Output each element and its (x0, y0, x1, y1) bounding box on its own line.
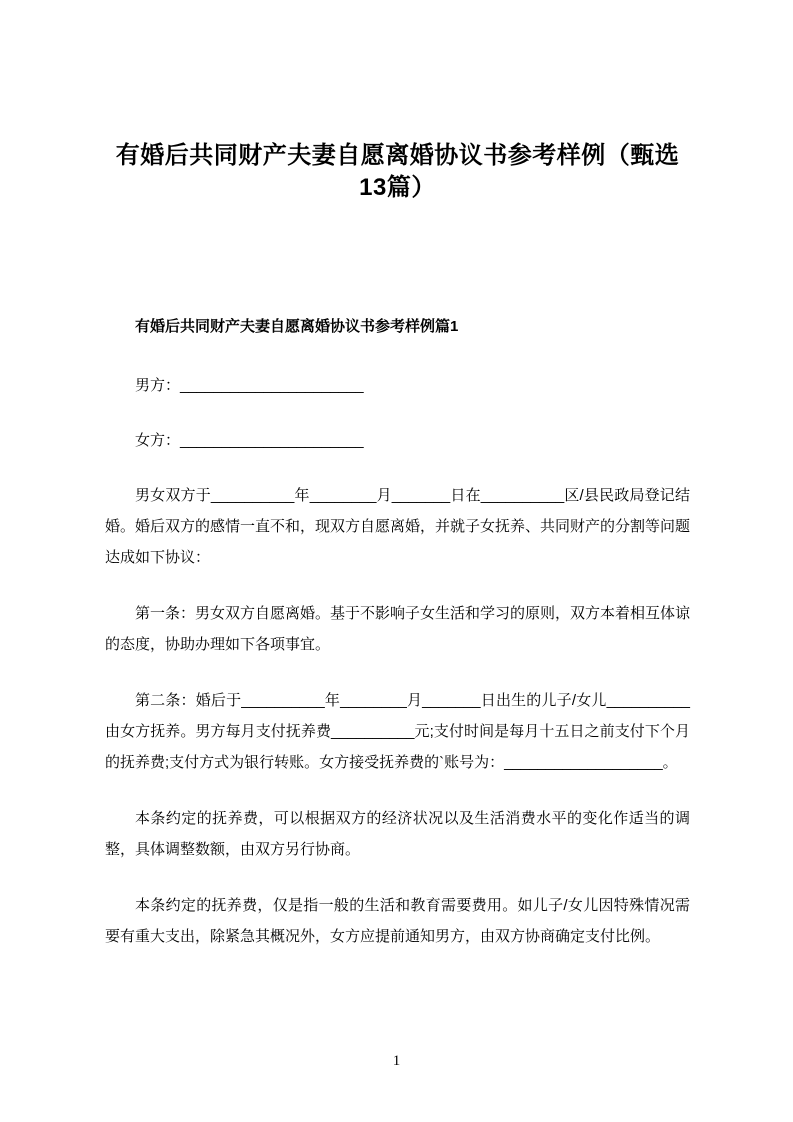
document-title: 有婚后共同财产夫妻自愿离婚协议书参考样例（甄选13篇） (115, 142, 680, 201)
paragraph-clause-1: 第一条：男女双方自愿离婚。基于不影响子女生活和学习的原则，双方本着相互体谅的态度，协助办理如下各项事宜。 (105, 605, 691, 653)
paragraph-support-adjustment: 本条约定的抚养费，可以根据双方的经济状况以及生活消费水平的变化作适当的调整，具体调整数额，由双方另行协商。 (105, 810, 690, 858)
page-number: 1 (392, 1053, 401, 1069)
section-heading: 有婚后共同财产夫妻自愿离婚协议书参考样例篇1 (135, 318, 459, 335)
paragraph-party-male: 男方：______________________ (135, 377, 364, 394)
paragraph-registration: 男女双方于__________年________月_______日在__________区/县民政局登记结婚。婚后双方的感情一直不和，现双方自愿离婚，并就子女抚养、共同财产的分割等问题达成如下协议： (105, 487, 691, 566)
paragraph-clause-2: 第二条：婚后于__________年________月_______日出生的儿子/女儿__________由女方抚养。男方每月支付抚养费__________元;支付时间是每月十五日之前支付下个月的抚养费;支付方式为银行转账。女方接受抚养费的`账号为：___________________。 (105, 692, 690, 771)
paragraph-support-scope: 本条约定的抚养费，仅是指一般的生活和教育需要费用。如儿子/女儿因特殊情况需要有重大支出，除紧急其概况外，女方应提前通知男方，由双方协商确定支付比例。 (105, 897, 690, 945)
paragraph-party-female: 女方：______________________ (135, 432, 364, 449)
